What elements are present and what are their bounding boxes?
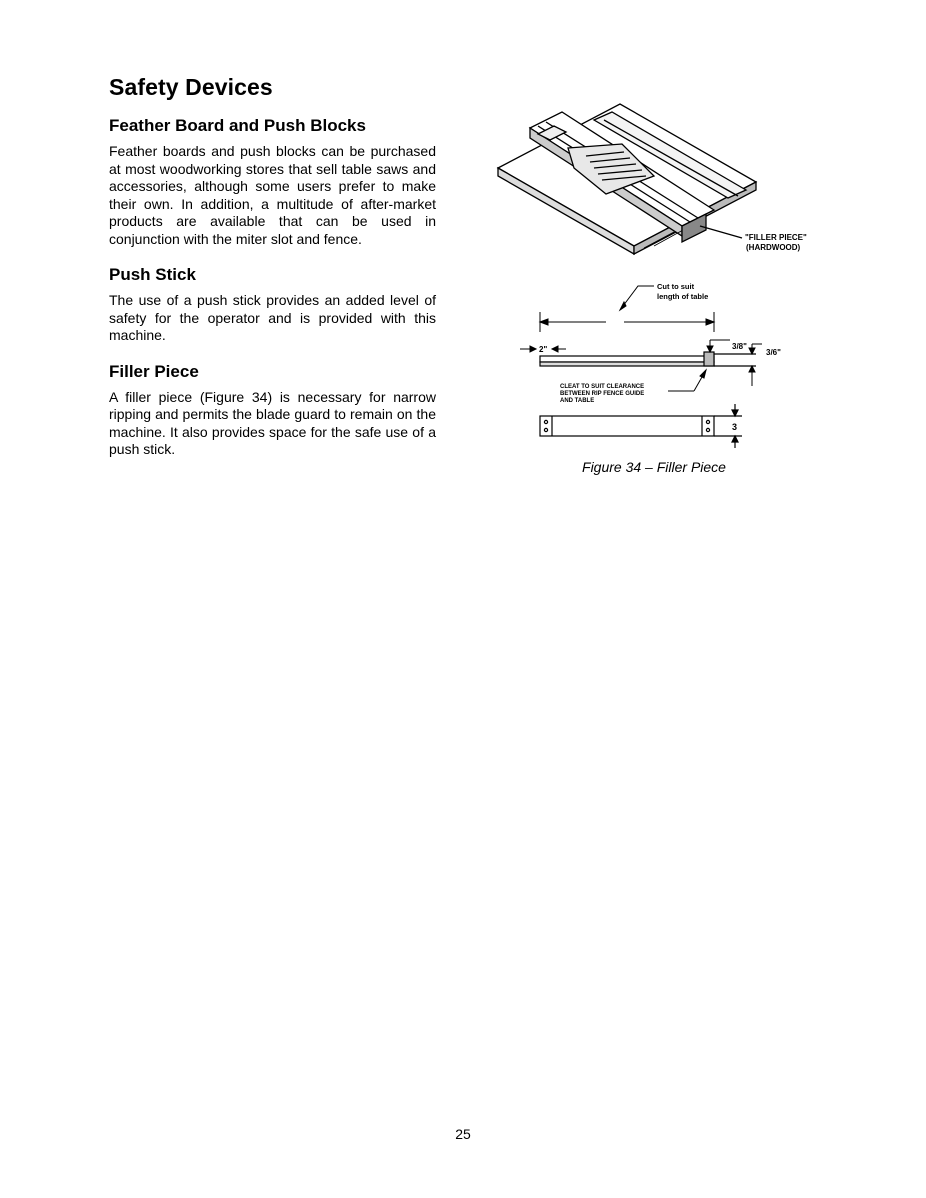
saw-table-drawing <box>498 104 756 254</box>
cut-to-suit-label: Cut to suit <box>657 282 695 291</box>
filler-piece-label: "FILLER PIECE" <box>745 233 807 242</box>
filler-side-view <box>540 352 756 366</box>
figure-34 <box>494 98 824 478</box>
feather-board-paragraph: Feather boards and push blocks can be purchased at most woodworking stores that sell table saws and accessories, although some users prefer to make their own. In addition, a multitude of after-market products are available that can be used in conjunction with the miter slot and fence. <box>109 143 436 247</box>
cleat-leader <box>668 370 706 391</box>
push-stick-paragraph: The use of a push stick provides an added level of safety for the operator and is provided with this machine. <box>109 292 436 343</box>
figure-caption: Figure 34 – Filler Piece <box>582 459 726 475</box>
hardwood-label: (HARDWOOD) <box>746 243 801 252</box>
cleat-label-line1: CLEAT TO SUIT CLEARANCE <box>560 384 645 390</box>
three-eighths-label: 3/8" <box>732 342 747 351</box>
length-of-table-label: length of table <box>657 292 709 301</box>
length-dimension <box>540 312 714 332</box>
page-title: Safety Devices <box>109 74 273 100</box>
filler-piece-paragraph: A filler piece (Figure 34) is necessary for narrow ripping and permits the blade guard to remain on the machine. It also provides space for the safe use of a push stick. <box>109 388 436 457</box>
filler-top-view <box>540 404 742 448</box>
cut-to-suit-leader <box>620 286 654 310</box>
three-sixths-label: 3/6" <box>766 348 781 357</box>
two-inch-label: 2" <box>539 345 548 354</box>
three-inch-label: 3 <box>732 422 738 432</box>
cleat-label-line3: AND TABLE <box>560 398 595 404</box>
feather-board-heading: Feather Board and Push Blocks <box>109 116 366 135</box>
filler-piece-illustration <box>494 98 824 478</box>
cleat-label-line2: BETWEEN RIP FENCE GUIDE <box>560 391 645 397</box>
push-stick-heading: Push Stick <box>109 265 196 284</box>
page-number: 25 <box>455 1126 471 1142</box>
filler-piece-heading: Filler Piece <box>109 361 199 381</box>
text-column <box>109 74 436 476</box>
